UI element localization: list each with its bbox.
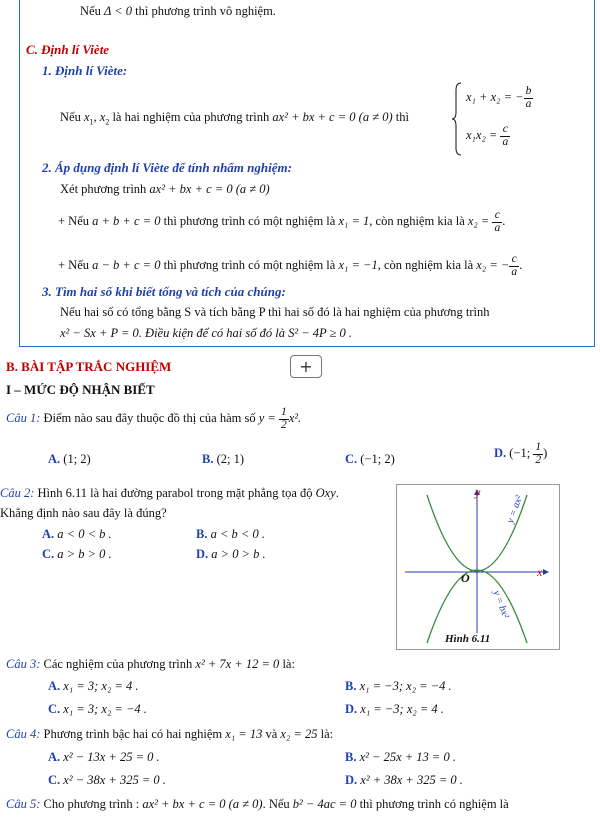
x-label: x (537, 565, 543, 579)
question-2: Câu 2: Hình 6.11 là hai đường parabol trong mặt phẳng tọa độ Oxy. (0, 486, 339, 500)
heading-apply: 2. Áp dụng định lí Viète để tính nhẩm nghiệm: (42, 160, 292, 175)
theory-line0: Nếu Δ < 0 thì phương trình vô nghiệm. (80, 4, 276, 18)
expand-button[interactable]: + (290, 355, 322, 378)
viete-brace (452, 82, 462, 156)
origin-label: O (461, 571, 470, 585)
q1-option-b[interactable]: B. (2; 1) (202, 452, 245, 466)
q3-option-c[interactable]: C. x₁ = 3; x₂ = −4 . (48, 702, 147, 716)
consider-line: Xét phương trình ax² + bx + c = 0 (a ≠ 0) (60, 182, 270, 196)
y-label: y (475, 485, 481, 499)
q2-option-a[interactable]: A. a < 0 < b . (42, 527, 112, 541)
q3-option-a[interactable]: A. x₁ = 3; x₂ = 4 . (48, 679, 139, 693)
sum-product-text-2: x² − Sx + P = 0. Điều kiện để có hai số đó là S² − 4P ≥ 0 . (60, 326, 353, 340)
q2-option-c[interactable]: C. a > b > 0 . (42, 547, 112, 561)
question-5: Câu 5: Cho phương trình : ax² + bx + c = 0 (a ≠ 0). Nếu b² − 4ac = 0 thì phương trình có nghiệm là (6, 797, 509, 811)
x-axis-arrow (543, 569, 549, 575)
sum-product-text-1: Nếu hai số có tổng bằng S và tích bằng P thì hai số đó là hai nghiệm của phương trình (60, 305, 490, 319)
q4-option-c[interactable]: C. x² − 38x + 325 = 0 . (48, 773, 166, 787)
q3-option-b[interactable]: B. x₁ = −3; x₂ = −4 . (345, 679, 452, 693)
curve-b-label: y = bx² (490, 589, 511, 620)
q2-option-b[interactable]: B. a < b < 0 . (196, 527, 265, 541)
q1-option-d[interactable]: D. (−1; $\frac{1}{2}$ ) (494, 441, 548, 466)
q1-option-a[interactable]: A. (1; 2) (48, 452, 91, 466)
level-heading: I – MỨC ĐỘ NHẬN BIẾT (6, 382, 155, 397)
viete-sum: x₁ + x₂ = − $\frac{b}{a}$ (466, 85, 532, 110)
q1-option-c[interactable]: C. (−1; 2) (345, 452, 395, 466)
curve-a-label: y = ax² (505, 494, 526, 525)
q3-option-d[interactable]: D. x₁ = −3; x₂ = 4 . (345, 702, 444, 716)
q4-option-b[interactable]: B. x² − 25x + 13 = 0 . (345, 750, 456, 764)
viete-product: x₁x₂ = $\frac{c}{a}$ (466, 123, 509, 148)
question-2-line2: Khẳng định nào sau đây là đúng? (0, 506, 167, 520)
question-1: Câu 1: Điểm nào sau đây thuộc đồ thị của hàm số y = $\frac{1}{2}$ x². (6, 406, 302, 431)
section-b-heading: B. BÀI TẬP TRẮC NGHIỆM (6, 359, 172, 374)
q4-option-a[interactable]: A. x² − 13x + 25 = 0 . (48, 750, 160, 764)
heading-viete: 1. Định lí Viète: (42, 63, 128, 78)
question-4: Câu 4: Phương trình bậc hai có hai nghiệm x₁ = 13 và x₂ = 25 là: (6, 727, 334, 741)
heading-sum-product: 3. Tìm hai số khi biết tổng và tích của chúng: (42, 284, 286, 299)
section-c-heading: C. Định lí Viète (26, 42, 110, 57)
q2-option-d[interactable]: D. a > 0 > b . (196, 547, 266, 561)
figure-6-11 (396, 484, 560, 650)
figure-caption: Hình 6.11 (445, 633, 491, 645)
question-3: Câu 3: Các nghiệm của phương trình x² + 7x + 12 = 0 là: (6, 657, 295, 671)
viete-statement: Nếu $x_1$, $x_2$ là hai nghiệm của phương trình ax² + bx + c = 0 (a ≠ 0) thì (60, 110, 409, 127)
case-alt-zero: + Nếu a − b + c = 0 thì phương trình có một nghiệm là x₁ = −1, còn nghiệm kia là x₂ = − $\frac{c}{a}$ . (58, 253, 523, 278)
case-sum-zero: + Nếu a + b + c = 0 thì phương trình có một nghiệm là x₁ = 1, còn nghiệm kia là x₂ = $\frac{c}{a}$ . (58, 209, 506, 234)
q4-option-d[interactable]: D. x² + 38x + 325 = 0 . (345, 773, 463, 787)
